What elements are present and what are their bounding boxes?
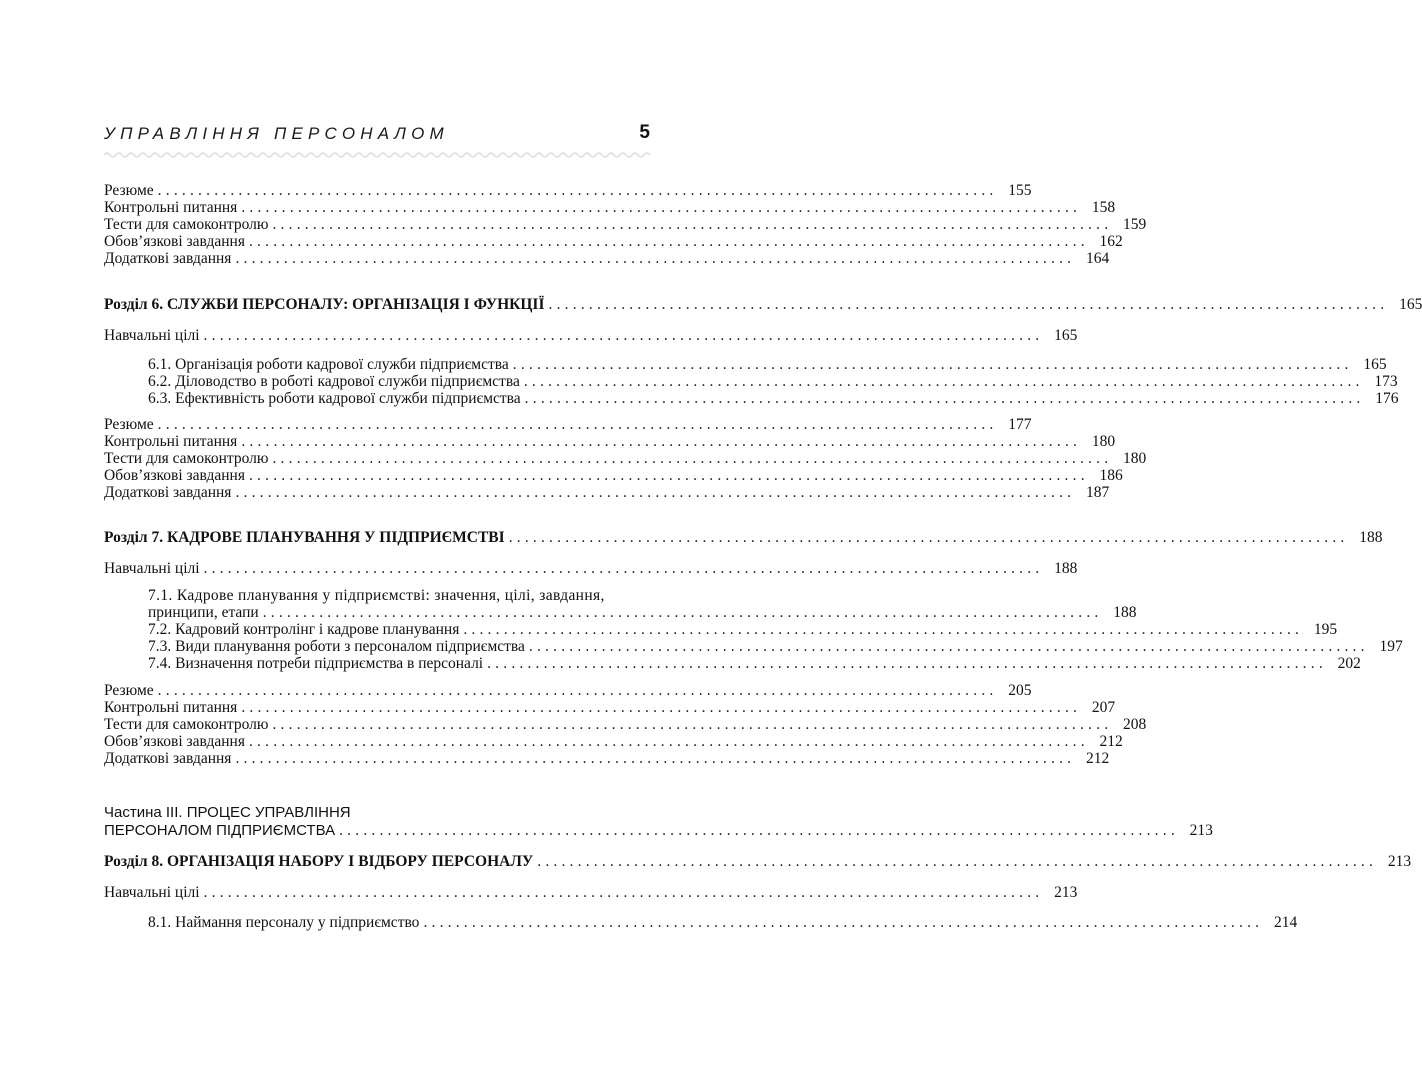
toc-entry-summary[interactable] bbox=[104, 682, 1032, 700]
toc-entry-page: 165 bbox=[1363, 356, 1387, 373]
toc-section-label: Розділ 6. СЛУЖБИ ПЕРСОНАЛУ: ОРГАНІЗАЦІЯ І ФУНКЦІЇ bbox=[104, 296, 545, 313]
toc-entry-page: 212 bbox=[1099, 733, 1123, 750]
toc-section-label: Розділ 7. КАДРОВЕ ПЛАНУВАННЯ У ПІДПРИЄМСТВІ bbox=[104, 529, 505, 546]
dot-leader: ........................................................................................................ bbox=[339, 822, 1179, 839]
dot-leader: ........................................................................................................ bbox=[203, 327, 1044, 344]
toc-entry-self-tests[interactable] bbox=[104, 450, 1147, 468]
toc-entry-page: 207 bbox=[1091, 699, 1116, 716]
toc-entry-label: Додаткові завдання bbox=[104, 484, 232, 501]
toc-entry-label: 7.2. Кадровий контролінг і кадрове планування bbox=[148, 621, 460, 638]
toc-entry-additional-tasks[interactable] bbox=[104, 250, 1110, 268]
toc-entry-page: 205 bbox=[1008, 682, 1032, 699]
dot-leader: ........................................................................................................ bbox=[508, 529, 1349, 546]
toc-entry-label: Додаткові завдання bbox=[104, 250, 232, 267]
toc-entry-additional-tasks[interactable] bbox=[104, 484, 1110, 502]
toc-entry-page: 180 bbox=[1123, 450, 1147, 467]
dot-leader: ........................................................................................................ bbox=[272, 716, 1113, 733]
toc-entry-page: 177 bbox=[1008, 416, 1032, 433]
toc-entry-label: Контрольні питання bbox=[104, 433, 238, 450]
running-title: УПРАВЛІННЯ ПЕРСОНАЛОМ bbox=[104, 124, 449, 143]
toc-entry-page: 186 bbox=[1099, 467, 1123, 484]
toc-section-8[interactable] bbox=[104, 853, 1412, 871]
toc-entry-page: 213 bbox=[1387, 853, 1412, 870]
dot-leader: ........................................................................................................ bbox=[272, 216, 1113, 233]
dot-leader: ........................................................................................................ bbox=[241, 199, 1082, 216]
dot-leader: ........................................................................................................ bbox=[241, 699, 1082, 716]
toc-entry-self-tests[interactable] bbox=[104, 216, 1147, 234]
toc-entry-page: 202 bbox=[1337, 655, 1361, 672]
toc-entry-label: Обов’язкові завдання bbox=[104, 467, 245, 484]
toc-entry-label: Тести для самоконтролю bbox=[104, 716, 269, 733]
dot-leader: ........................................................................................................ bbox=[423, 914, 1264, 931]
toc-entry-label: Навчальні цілі bbox=[104, 884, 200, 901]
toc-entry-page: 162 bbox=[1099, 233, 1123, 250]
toc-subsection-6-1[interactable] bbox=[148, 356, 1387, 374]
dot-leader: ........................................................................................................ bbox=[523, 373, 1364, 390]
toc-subsection-7-4[interactable] bbox=[148, 655, 1361, 673]
toc-entry-page: 155 bbox=[1008, 182, 1032, 199]
toc-entry-page: 176 bbox=[1375, 390, 1399, 407]
dot-leader: ........................................................................................................ bbox=[463, 621, 1304, 638]
toc-entry-label: Навчальні цілі bbox=[104, 560, 200, 577]
toc-entry-page: 188 bbox=[1113, 604, 1137, 621]
dot-leader: ........................................................................................................ bbox=[157, 416, 998, 433]
dot-leader: ........................................................................................................ bbox=[157, 182, 998, 199]
toc-entry-page: 188 bbox=[1054, 560, 1078, 577]
dot-leader: ........................................................................................................ bbox=[272, 450, 1113, 467]
toc-entry-page: 180 bbox=[1091, 433, 1116, 450]
dot-leader: ........................................................................................................ bbox=[524, 390, 1365, 407]
toc-entry-summary[interactable] bbox=[104, 416, 1032, 434]
toc-entry-label: Контрольні питання bbox=[104, 699, 238, 716]
toc-entry-mandatory-tasks[interactable] bbox=[104, 733, 1123, 751]
toc-entry-page: 214 bbox=[1274, 914, 1298, 931]
toc-entry-label: 6.1. Організація роботи кадрової служби підприємства bbox=[148, 356, 509, 373]
toc-entry-page: 213 bbox=[1189, 822, 1213, 839]
dot-leader: ........................................................................................................ bbox=[235, 750, 1076, 767]
dot-leader: ........................................................................................................ bbox=[487, 655, 1327, 672]
toc-entry-label: принципи, етапи bbox=[148, 604, 259, 621]
toc-entry-self-tests[interactable] bbox=[104, 716, 1147, 734]
dot-leader: ........................................................................................................ bbox=[548, 296, 1389, 313]
toc-entry-learning-goals[interactable] bbox=[104, 884, 1078, 902]
dot-leader: ........................................................................................................ bbox=[203, 560, 1044, 577]
toc-section-label: Розділ 8. ОРГАНІЗАЦІЯ НАБОРУ І ВІДБОРУ ПЕРСОНАЛУ bbox=[104, 853, 534, 870]
toc-entry-additional-tasks[interactable] bbox=[104, 750, 1110, 768]
toc-entry-label: Навчальні цілі bbox=[104, 327, 200, 344]
toc-entry-label: Обов’язкові завдання bbox=[104, 233, 245, 250]
toc-subsection-7-2[interactable] bbox=[148, 621, 1338, 639]
dot-leader: ........................................................................................................ bbox=[248, 233, 1089, 250]
toc-entry-page: 158 bbox=[1091, 199, 1116, 216]
toc-subsection-7-1[interactable] bbox=[148, 604, 1137, 622]
toc-entry-page: 197 bbox=[1379, 638, 1403, 655]
toc-entry-learning-goals[interactable] bbox=[104, 560, 1078, 578]
running-header bbox=[104, 124, 650, 148]
toc-entry-label: Контрольні питання bbox=[104, 199, 238, 216]
toc-entry-page: 159 bbox=[1123, 216, 1147, 233]
toc-entry-label: Резюме bbox=[104, 682, 154, 699]
toc-entry-label: 6.3. Ефективність роботи кадрової служби підприємства bbox=[148, 390, 521, 407]
toc-entry-page: 213 bbox=[1054, 884, 1078, 901]
toc-entry-label: Резюме bbox=[104, 416, 154, 433]
dot-leader: ........................................................................................................ bbox=[537, 853, 1378, 870]
toc-entry-label: Додаткові завдання bbox=[104, 750, 232, 767]
toc-entry-review-questions[interactable] bbox=[104, 199, 1116, 217]
toc-subsection-6-3[interactable] bbox=[148, 390, 1399, 408]
toc-part-3-line1[interactable]: Частина III. ПРОЦЕС УПРАВЛІННЯ bbox=[104, 804, 351, 821]
toc-entry-page: 165 bbox=[1399, 296, 1422, 313]
dot-leader: ........................................................................................................ bbox=[235, 250, 1076, 267]
toc-entry-page: 165 bbox=[1054, 327, 1078, 344]
toc-entry-label: 7.3. Види планування роботи з персоналом підприємства bbox=[148, 638, 525, 655]
toc-subsection-7-3[interactable] bbox=[148, 638, 1403, 656]
toc-entry-mandatory-tasks[interactable] bbox=[104, 233, 1123, 251]
toc-entry-page: 212 bbox=[1086, 750, 1110, 767]
toc-section-6[interactable] bbox=[104, 296, 1422, 314]
toc-entry-mandatory-tasks[interactable] bbox=[104, 467, 1123, 485]
toc-entry-review-questions[interactable] bbox=[104, 433, 1116, 451]
toc-subsection-6-2[interactable] bbox=[148, 373, 1398, 391]
dot-leader: ........................................................................................................ bbox=[235, 484, 1076, 501]
toc-entry-label: Тести для самоконтролю bbox=[104, 450, 269, 467]
toc-entry-page: 208 bbox=[1123, 716, 1147, 733]
toc-entry-review-questions[interactable] bbox=[104, 699, 1116, 717]
toc-part-3[interactable] bbox=[104, 822, 1213, 840]
toc-section-7[interactable] bbox=[104, 529, 1383, 547]
toc-subsection-7-1-line1[interactable]: 7.1. Кадрове планування у підприємстві: значення, цілі, завдання, bbox=[148, 587, 605, 604]
toc-entry-label: 7.4. Визначення потреби підприємства в персоналі bbox=[148, 655, 484, 672]
dot-leader: ........................................................................................................ bbox=[248, 733, 1089, 750]
toc-entry-label: Обов’язкові завдання bbox=[104, 733, 245, 750]
toc-entry-summary[interactable] bbox=[104, 182, 1032, 200]
toc-entry-label: Тести для самоконтролю bbox=[104, 216, 269, 233]
toc-entry-label: 6.2. Діловодство в роботі кадрової служби підприємства bbox=[148, 373, 520, 390]
dot-leader: ........................................................................................................ bbox=[241, 433, 1082, 450]
toc-entry-learning-goals[interactable] bbox=[104, 327, 1078, 345]
toc-entry-page: 173 bbox=[1374, 373, 1398, 390]
toc-entry-page: 195 bbox=[1313, 621, 1338, 638]
toc-subsection-8-1[interactable] bbox=[148, 914, 1298, 932]
decorative-wavy-rule bbox=[104, 151, 650, 159]
toc-entry-page: 187 bbox=[1086, 484, 1110, 501]
toc-entry-page: 188 bbox=[1359, 529, 1383, 546]
dot-leader: ........................................................................................................ bbox=[157, 682, 998, 699]
dot-leader: ........................................................................................................ bbox=[262, 604, 1103, 621]
toc-entry-label: 8.1. Наймання персоналу у підприємство bbox=[148, 914, 420, 931]
dot-leader: ........................................................................................................ bbox=[528, 638, 1369, 655]
dot-leader: ........................................................................................................ bbox=[203, 884, 1044, 901]
dot-leader: ........................................................................................................ bbox=[248, 467, 1089, 484]
toc-entry-page: 164 bbox=[1086, 250, 1110, 267]
page-number: 5 bbox=[639, 122, 650, 143]
toc-part-label: ПЕРСОНАЛОМ ПІДПРИЄМСТВА bbox=[104, 822, 336, 839]
toc-entry-label: Резюме bbox=[104, 182, 154, 199]
dot-leader: ........................................................................................................ bbox=[512, 356, 1353, 373]
